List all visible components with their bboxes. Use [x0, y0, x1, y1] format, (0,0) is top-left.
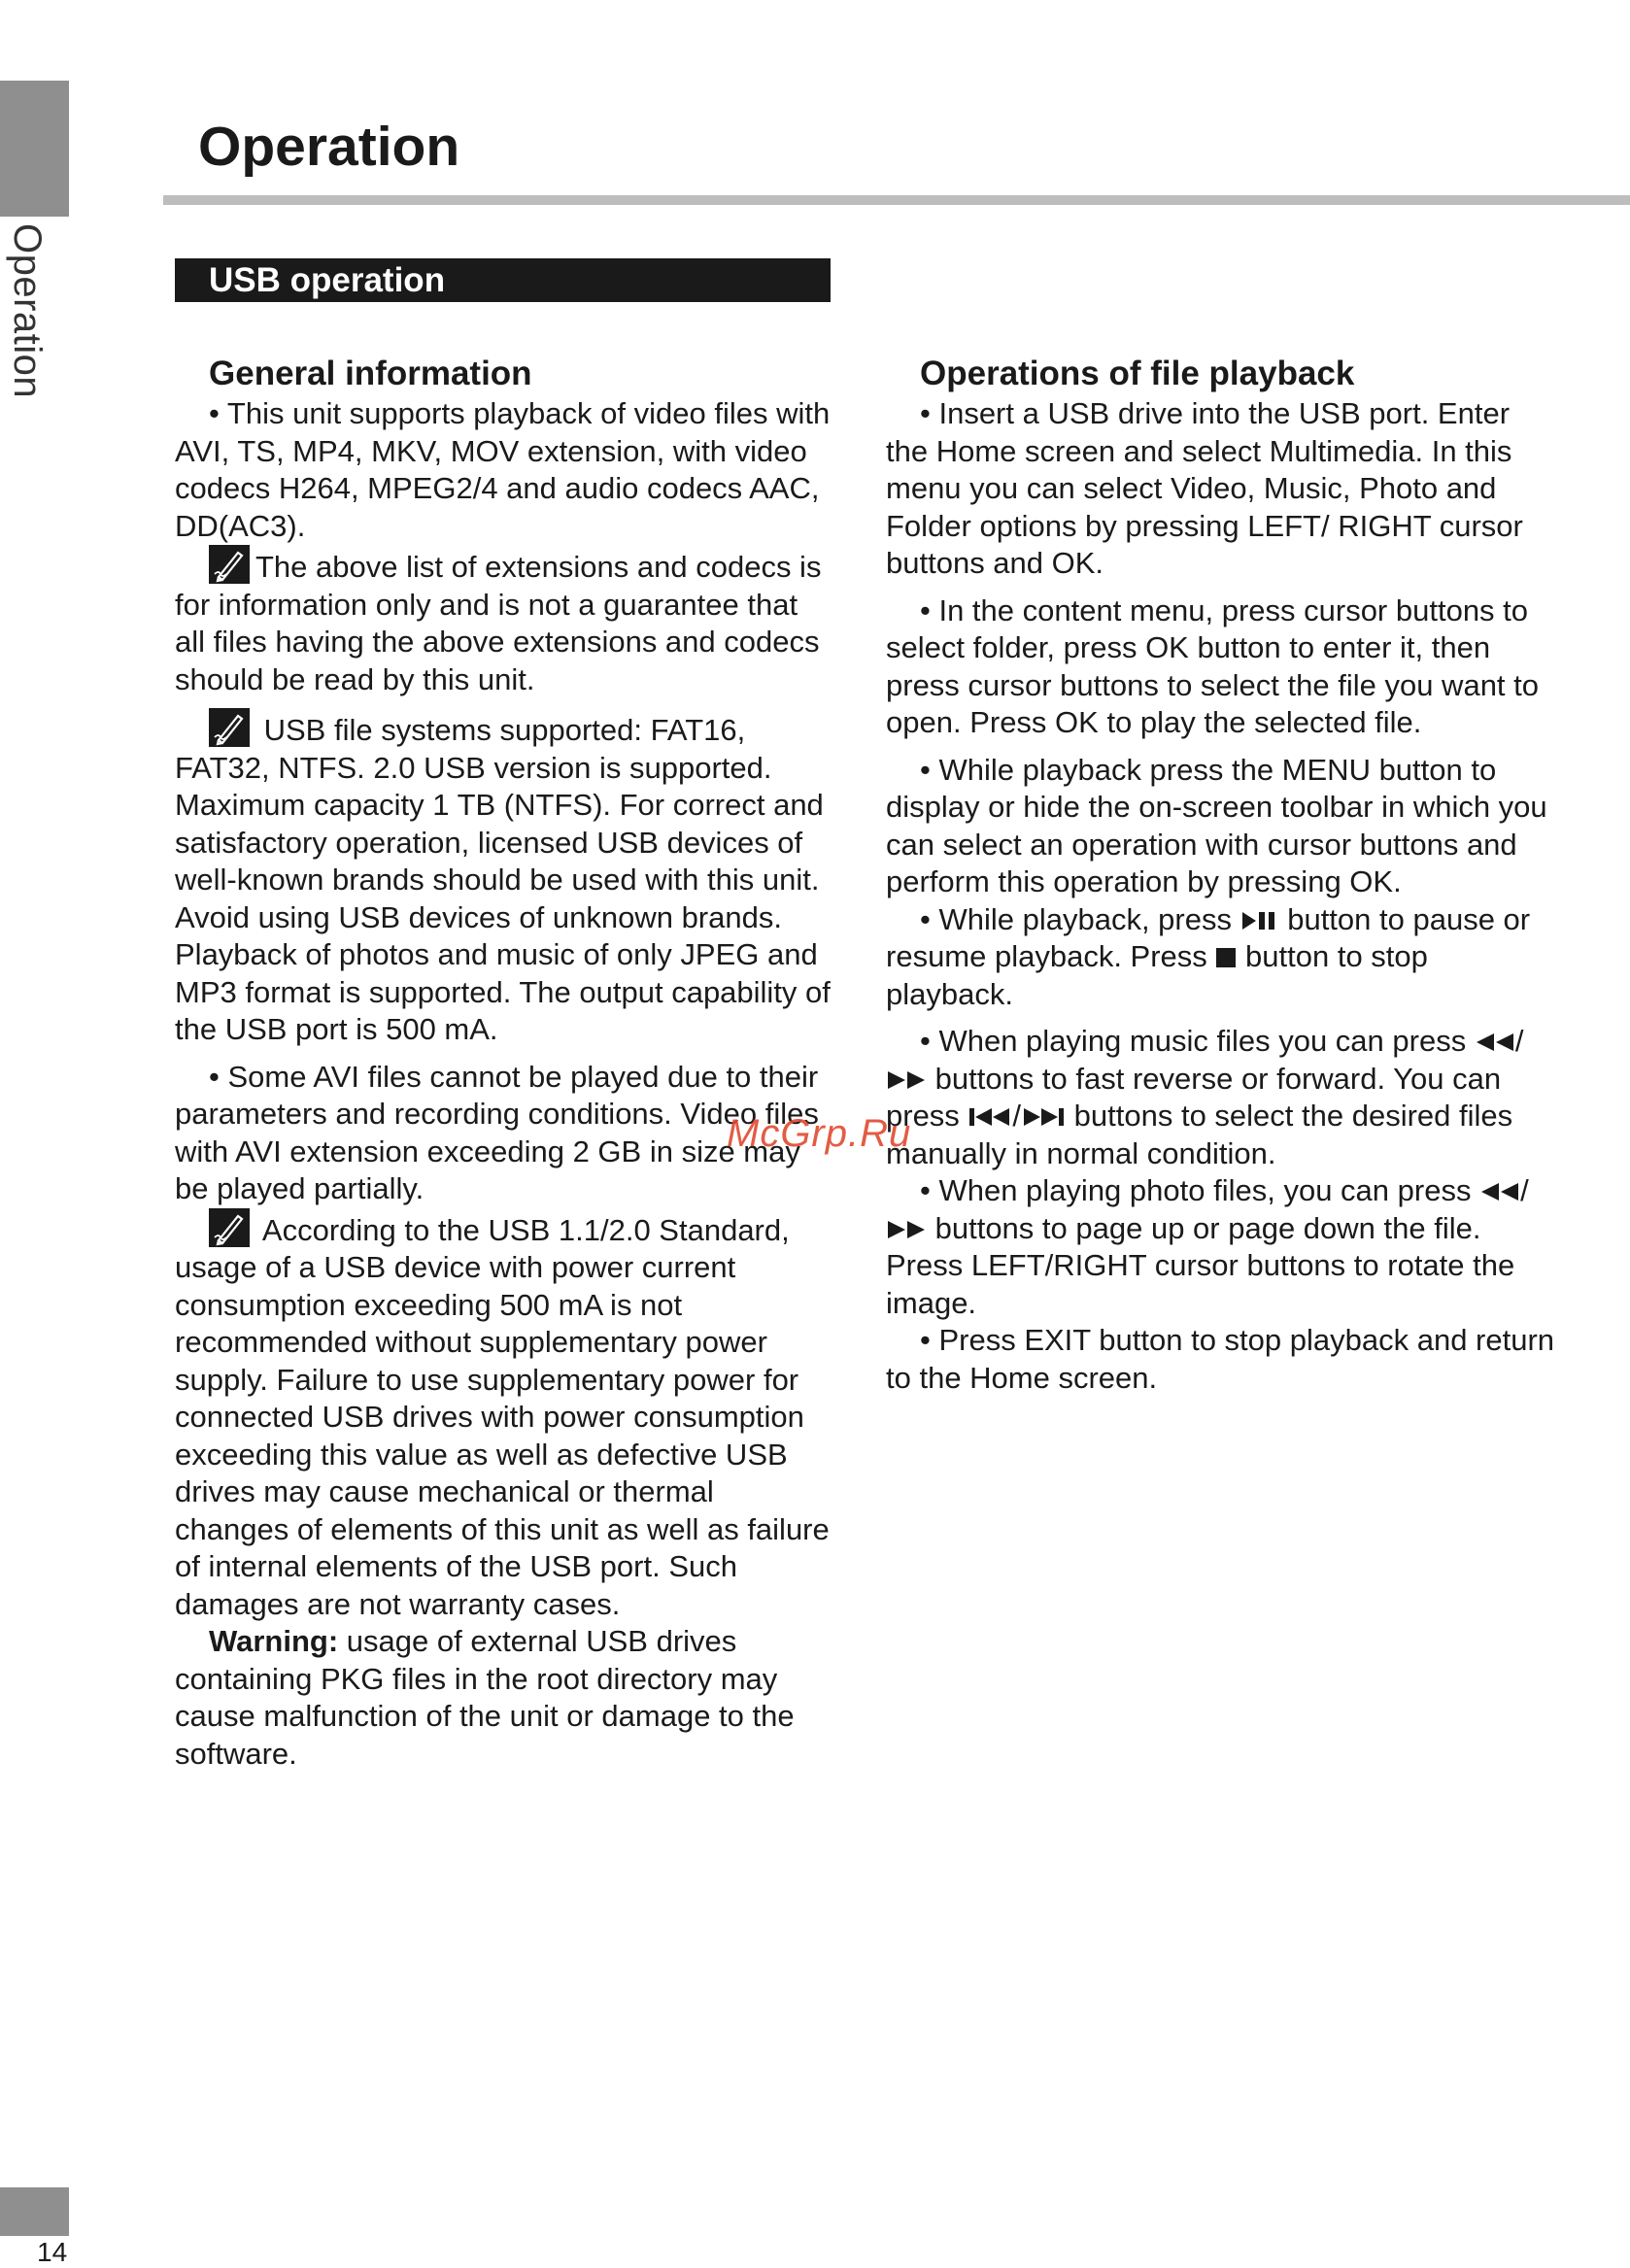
fast-reverse-icon — [1475, 1032, 1515, 1053]
paragraph-music-controls: • When playing music files you can press / buttons to fast reverse or forward. You can press / buttons to select the desired files manually in normal condition. — [886, 1024, 1524, 1170]
fast-forward-icon — [886, 1069, 927, 1091]
paragraph-photo-controls: • When playing photo files, you can press / buttons to page up or page down the file. Press LEFT/RIGHT cursor buttons to rotate the image. — [886, 1173, 1529, 1320]
paragraph-avi-limitations: • Some AVI files cannot be played due to their parameters and recording conditions. Video files with AVI extension exceeding 2 GB in size may be played partially. — [175, 1059, 819, 1205]
paragraph-exit: • Press EXIT button to stop playback and return to the Home screen. — [886, 1323, 1555, 1395]
file-playback-heading: Operations of file playback — [920, 355, 1355, 392]
watermark: McGrp.Ru — [727, 1112, 912, 1155]
note-usb-standard-text: According to the USB 1.1/2.0 Standard, usage of a USB device with power current consumption exceeding 500 mA is not recommended without supplementary power supply. Failure to use supplementary power for connected USB drives with power consumption exceeding this value as well as defective USB drives may cause mechanical or thermal changes of elements of this unit as well as failure of internal elements of the USB port. Such damages are not warranty cases. — [175, 1212, 830, 1621]
note-codecs-disclaimer — [175, 545, 835, 698]
paragraph-content-menu: • In the content menu, press cursor buttons to select folder, press OK button to enter it, then press cursor buttons to select the file you want to open. Press OK to play the selected file. — [886, 592, 1540, 739]
right-column — [886, 352, 1556, 1397]
note-usb-standard — [175, 1208, 835, 1624]
next-track-icon — [1021, 1106, 1066, 1128]
section-header: USB operation — [175, 258, 831, 302]
fast-forward-icon — [886, 1219, 927, 1240]
left-column — [175, 352, 835, 1773]
stop-icon — [1215, 947, 1237, 968]
paragraph-supported-formats: • This unit supports playback of video files with AVI, TS, MP4, MKV, MOV extension, with video codecs H264, MPEG2/4 and audio codecs AAC, DD(AC3). — [175, 396, 831, 543]
warning-label: Warning: — [209, 1624, 339, 1658]
general-information-heading: General information — [209, 355, 532, 392]
paragraph-insert-usb: • Insert a USB drive into the USB port. Enter the Home screen and select Multimedia. In this menu you can select Video, Music, Photo and Folder options by pressing LEFT/ RIGHT cursor buttons and OK. — [886, 396, 1523, 580]
play-pause-icon — [1240, 910, 1279, 931]
paragraph-pause-stop: • While playback, press button to pause or resume playback. Press button to stop playback. — [886, 901, 1531, 1011]
paragraph-menu-toolbar: • While playback press the MENU button to display or hide the on-screen toolbar in which you can select an operation with cursor buttons and perform this operation by pressing OK. — [886, 752, 1547, 898]
side-section-label: Operation — [6, 223, 49, 399]
page-number: 14 — [37, 2237, 68, 2267]
note-icon — [209, 1208, 250, 1247]
previous-track-icon — [968, 1106, 1012, 1128]
side-tab-marker — [0, 81, 69, 217]
note-icon — [209, 708, 250, 747]
note-file-systems — [175, 708, 835, 1049]
note-codecs-text: The above list of extensions and codecs is for information only and is not a guarantee that all files having the above extensions and codecs should be read by this unit. — [175, 550, 822, 696]
title-divider — [163, 195, 1630, 205]
warning-text: usage of external USB drives containing PKG files in the root directory may cause malfunction of the unit or damage to the software. — [175, 1624, 795, 1771]
note-file-systems-text: USB file systems supported: FAT16, FAT32, NTFS. 2.0 USB version is supported. Maximum capacity 1 TB (NTFS). For correct and satisfactory operation, licensed USB devices of well-known brands should be used with this unit. Avoid using USB devices of unknown brands. Playback of photos and music of only JPEG and MP3 format is supported. The output capability of the USB port is 500 mA. — [175, 713, 831, 1046]
page-title: Operation — [198, 116, 460, 178]
paragraph-warning — [175, 1623, 835, 1773]
footer-tab-marker — [0, 2187, 69, 2236]
fast-reverse-icon — [1479, 1181, 1520, 1202]
note-icon — [209, 545, 250, 584]
